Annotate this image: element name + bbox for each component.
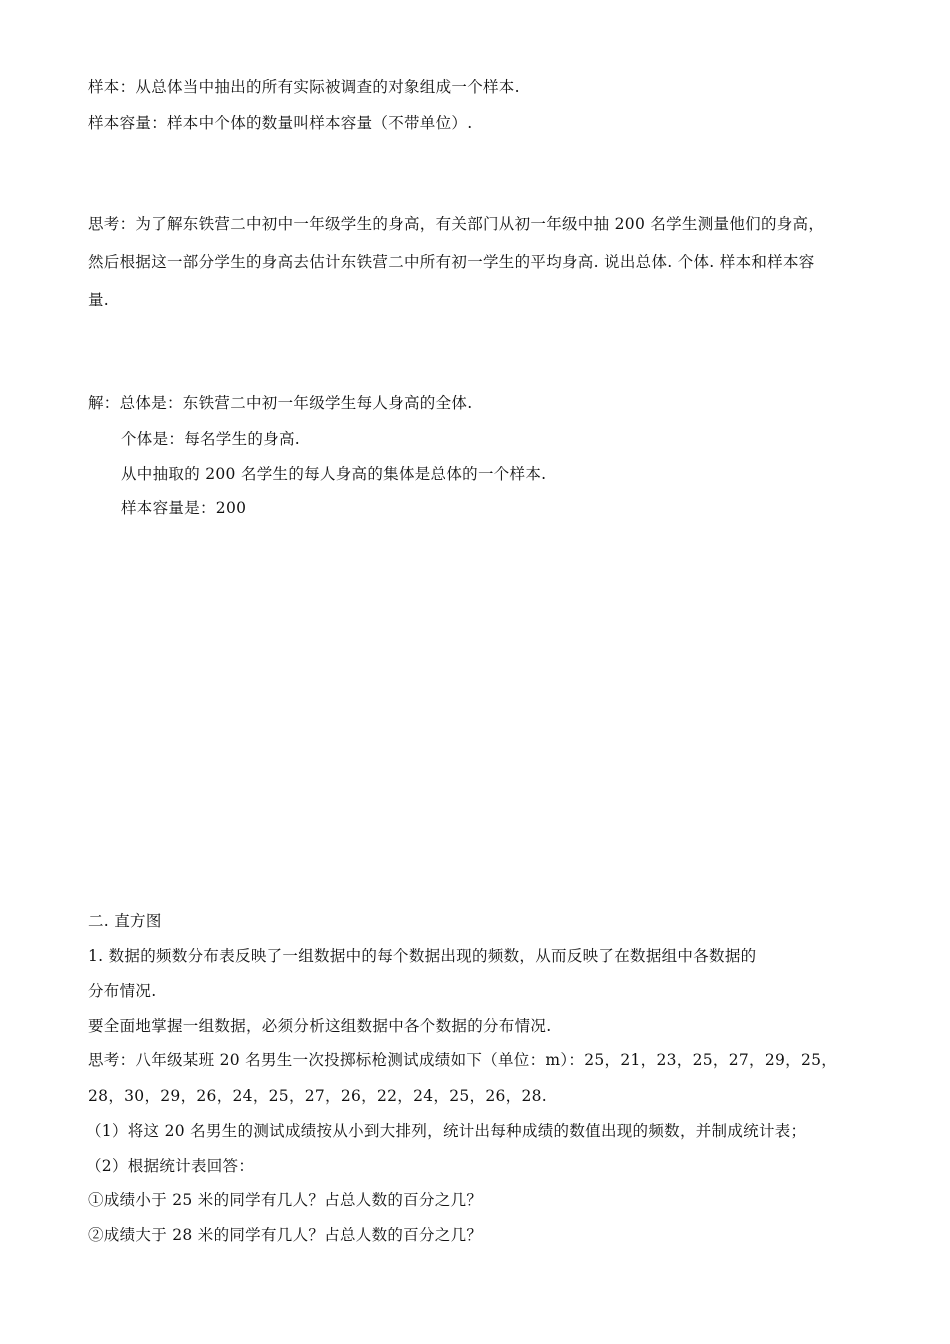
sample-size-definition: 样本容量：样本中个体的数量叫样本容量（不带单位）. [88, 114, 473, 132]
solution-line1: 解：总体是：东铁营二中初一年级学生每人身高的全体. [88, 394, 473, 412]
sample-definition: 样本：从总体当中抽出的所有实际被调查的对象组成一个样本. [88, 78, 520, 96]
section2-think-line2: 28，30，29，26，24，25，27，26，22，24，25，26，28. [88, 1087, 548, 1105]
solution-line4: 样本容量是：200 [121, 499, 247, 517]
think1-line1: 思考：为了解东铁营二中初中一年级学生的身高，有关部门从初一年级中抽 200 名学生测量他们的身高， [88, 215, 825, 233]
solution-line3: 从中抽取的 200 名学生的每人身高的集体是总体的一个样本. [121, 465, 547, 483]
question-2: （2）根据统计表回答： [86, 1157, 255, 1175]
question-1: （1）将这 20 名男生的测试成绩按从小到大排列，统计出每种成绩的数值出现的频数，并制成统计表； [86, 1122, 807, 1140]
section2-heading: 二. 直方图 [88, 912, 162, 930]
section2-think-line1: 思考：八年级某班 20 名男生一次投掷标枪测试成绩如下（单位：m）：25，21，23，25，27，29，25， [88, 1051, 838, 1069]
section2-p2: 要全面地掌握一组数据，必须分析这组数据中各个数据的分布情况. [88, 1017, 552, 1035]
question-2a: ①成绩小于 25 米的同学有几人？占总人数的百分之几？ [88, 1191, 483, 1209]
think1-line2: 然后根据这一部分学生的身高去估计东铁营二中所有初一学生的平均身高. 说出总体. 个体. 样本和样本容 [88, 253, 815, 271]
section2-p1-line2: 分布情况. [88, 982, 157, 1000]
section2-p1-line1: 1. 数据的频数分布表反映了一组数据中的每个数据出现的频数，从而反映了在数据组中各数据的 [88, 947, 757, 965]
solution-line2: 个体是：每名学生的身高. [121, 430, 301, 448]
question-2b: ②成绩大于 28 米的同学有几人？占总人数的百分之几？ [88, 1226, 483, 1244]
think1-line3: 量. [88, 291, 110, 309]
